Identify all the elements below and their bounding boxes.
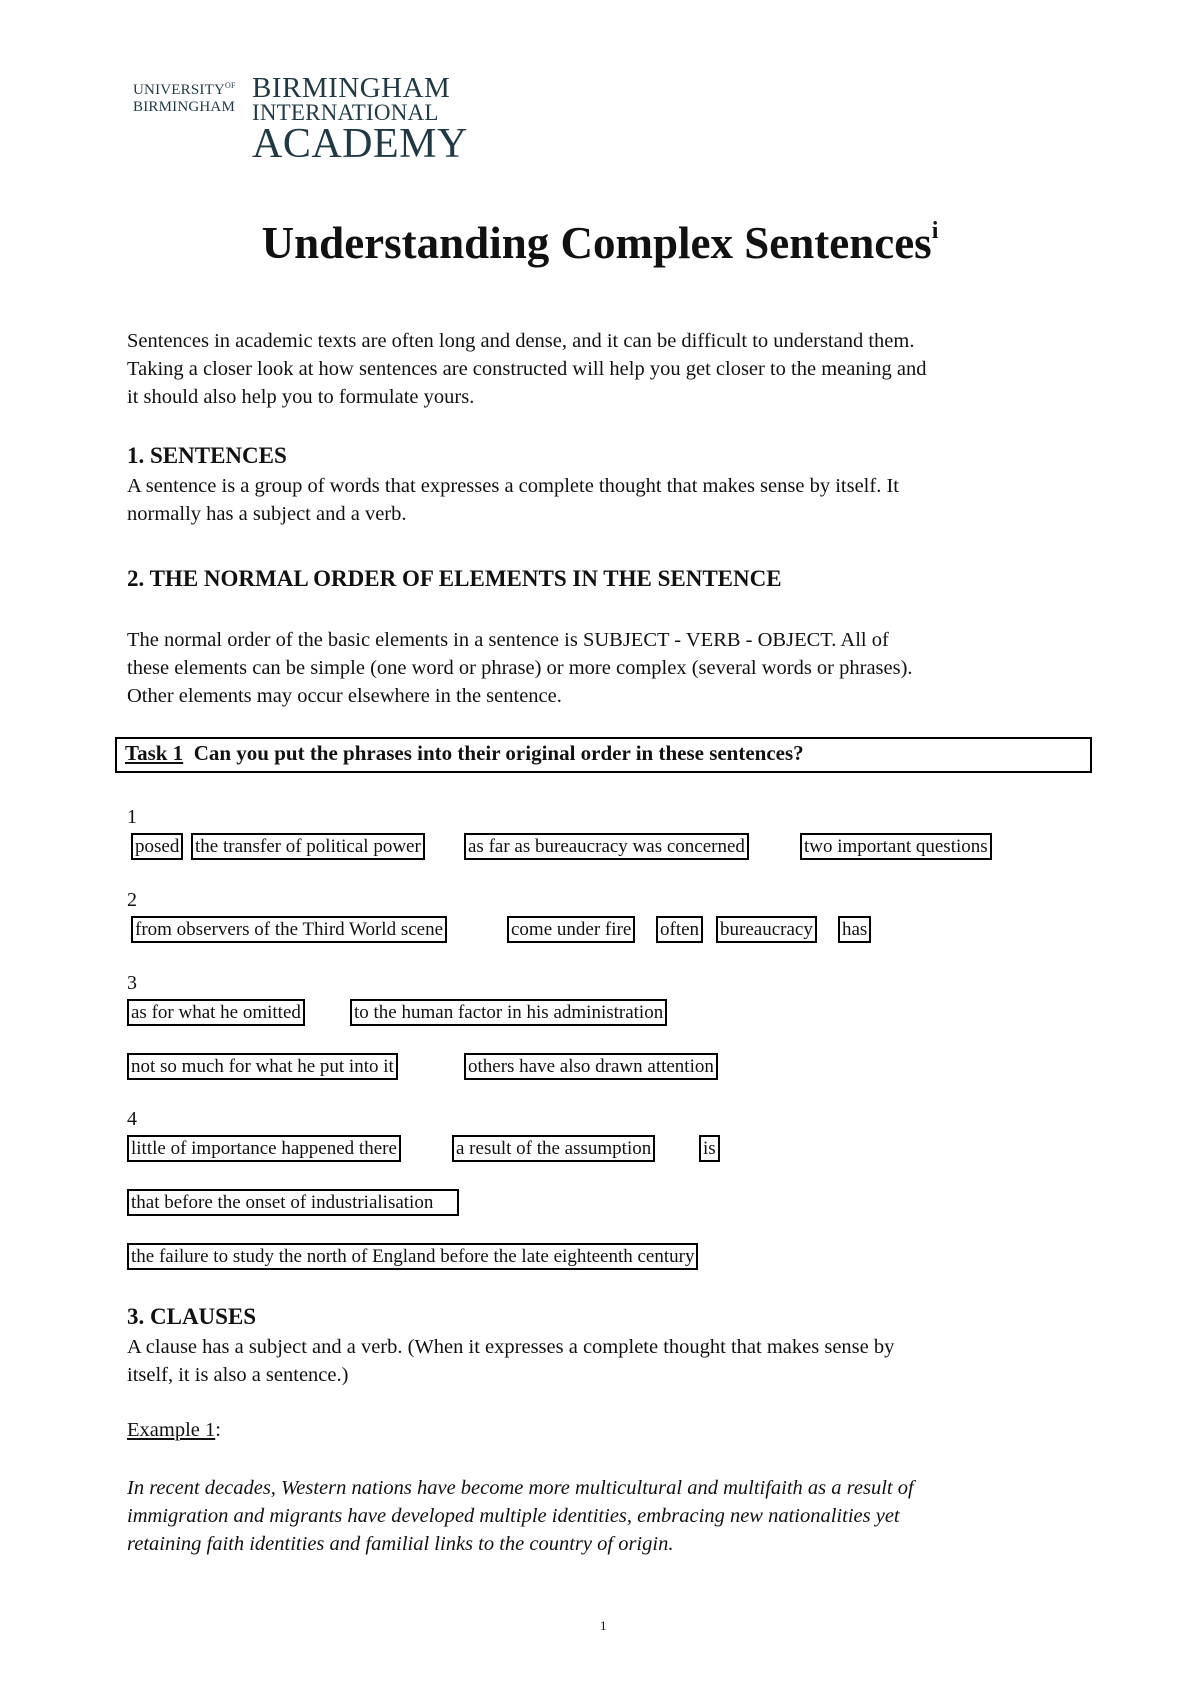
intro-line: Sentences in academic texts are often long and dense, and it can be difficult to understand them.: [127, 330, 915, 352]
example-1-label: [127, 1419, 221, 1442]
phrase-chip[interactable]: as far as bureaucracy was concerned: [464, 833, 749, 860]
title-text: Understanding Complex Sentences: [261, 218, 932, 268]
phrase-chip[interactable]: a result of the assumption: [452, 1135, 655, 1162]
section-3-line: itself, it is also a sentence.): [127, 1364, 349, 1386]
task-1-question: Can you put the phrases into their original order in these sentences?: [183, 741, 804, 765]
logo-line-birmingham: BIRMINGHAM: [252, 72, 451, 104]
section-3-paragraph: [127, 1333, 1087, 1389]
phrase-chip[interactable]: come under fire: [507, 916, 635, 943]
intro-line: it should also help you to formulate yours.: [127, 386, 475, 408]
phrase-chip[interactable]: little of importance happened there: [127, 1135, 401, 1162]
exercise-number: 2: [127, 889, 137, 911]
section-1-line: A sentence is a group of words that expresses a complete thought that makes sense by itself. It: [127, 475, 899, 497]
example-line: In recent decades, Western nations have become more multicultural and multifaith as a result of: [127, 1477, 914, 1499]
phrase-chip[interactable]: as for what he omitted: [127, 999, 305, 1026]
intro-line: Taking a closer look at how sentences are constructed will help you get closer to the meaning and: [127, 358, 927, 380]
logo-line-international: INTERNATIONAL: [252, 100, 439, 125]
section-1-paragraph: [127, 472, 1087, 528]
example-label-colon: :: [215, 1419, 221, 1441]
logo-university-text: [133, 77, 236, 116]
section-2-heading: 2. THE NORMAL ORDER OF ELEMENTS IN THE SENTENCE: [127, 566, 782, 591]
task-1-prompt: [125, 741, 804, 766]
phrase-chip[interactable]: often: [656, 916, 703, 943]
phrase-chip[interactable]: two important questions: [800, 833, 992, 860]
phrase-chip[interactable]: to the human factor in his administration: [350, 999, 667, 1026]
logo-of-word: OF: [225, 81, 236, 90]
section-2-line: Other elements may occur elsewhere in the sentence.: [127, 685, 562, 707]
phrase-chip[interactable]: not so much for what he put into it: [127, 1053, 398, 1080]
section-2-line: The normal order of the basic elements in a sentence is SUBJECT - VERB - OBJECT. All of: [127, 629, 889, 651]
section-3-line: A clause has a subject and a verb. (When it expresses a complete thought that makes sense by: [127, 1336, 895, 1358]
section-3-heading: 3. CLAUSES: [127, 1304, 257, 1329]
phrase-chip[interactable]: posed: [131, 833, 183, 860]
page-number: 1: [600, 1618, 607, 1633]
exercise-number: 3: [127, 972, 137, 994]
example-label-text: Example 1: [127, 1419, 216, 1441]
logo-birmingham-word: BIRMINGHAM: [133, 99, 236, 115]
example-line: immigration and migrants have developed multiple identities, embracing new nationalities yet: [127, 1505, 900, 1527]
phrase-chip[interactable]: from observers of the Third World scene: [131, 916, 447, 943]
intro-paragraph: [127, 327, 1087, 411]
title-endnote-marker: i: [931, 218, 939, 244]
phrase-chip[interactable]: is: [699, 1135, 720, 1162]
logo-university-word: UNIVERSITY: [133, 82, 225, 98]
example-line: retaining faith identities and familial links to the country of origin.: [127, 1533, 674, 1555]
exercise-number: 4: [127, 1108, 137, 1130]
phrase-chip[interactable]: bureaucracy: [716, 916, 817, 943]
section-1-line: normally has a subject and a verb.: [127, 503, 407, 525]
section-2-line: these elements can be simple (one word or phrase) or more complex (several words or phrases).: [127, 657, 913, 679]
page-title: [0, 217, 1200, 269]
example-1-text: [127, 1474, 1087, 1558]
phrase-chip[interactable]: the failure to study the north of England before the late eighteenth century: [127, 1243, 698, 1270]
logo-line-academy: ACADEMY: [252, 121, 468, 167]
phrase-chip[interactable]: has: [838, 916, 871, 943]
section-1-heading: 1. SENTENCES: [127, 443, 287, 468]
task-1-label: Task 1: [125, 741, 184, 765]
phrase-chip[interactable]: the transfer of political power: [191, 833, 425, 860]
phrase-chip[interactable]: others have also drawn attention: [464, 1053, 718, 1080]
phrase-chip[interactable]: that before the onset of industrialisation: [127, 1189, 459, 1216]
logo-academy-text: [252, 72, 468, 167]
exercise-number: 1: [127, 806, 137, 828]
section-2-paragraph: [127, 626, 1087, 710]
